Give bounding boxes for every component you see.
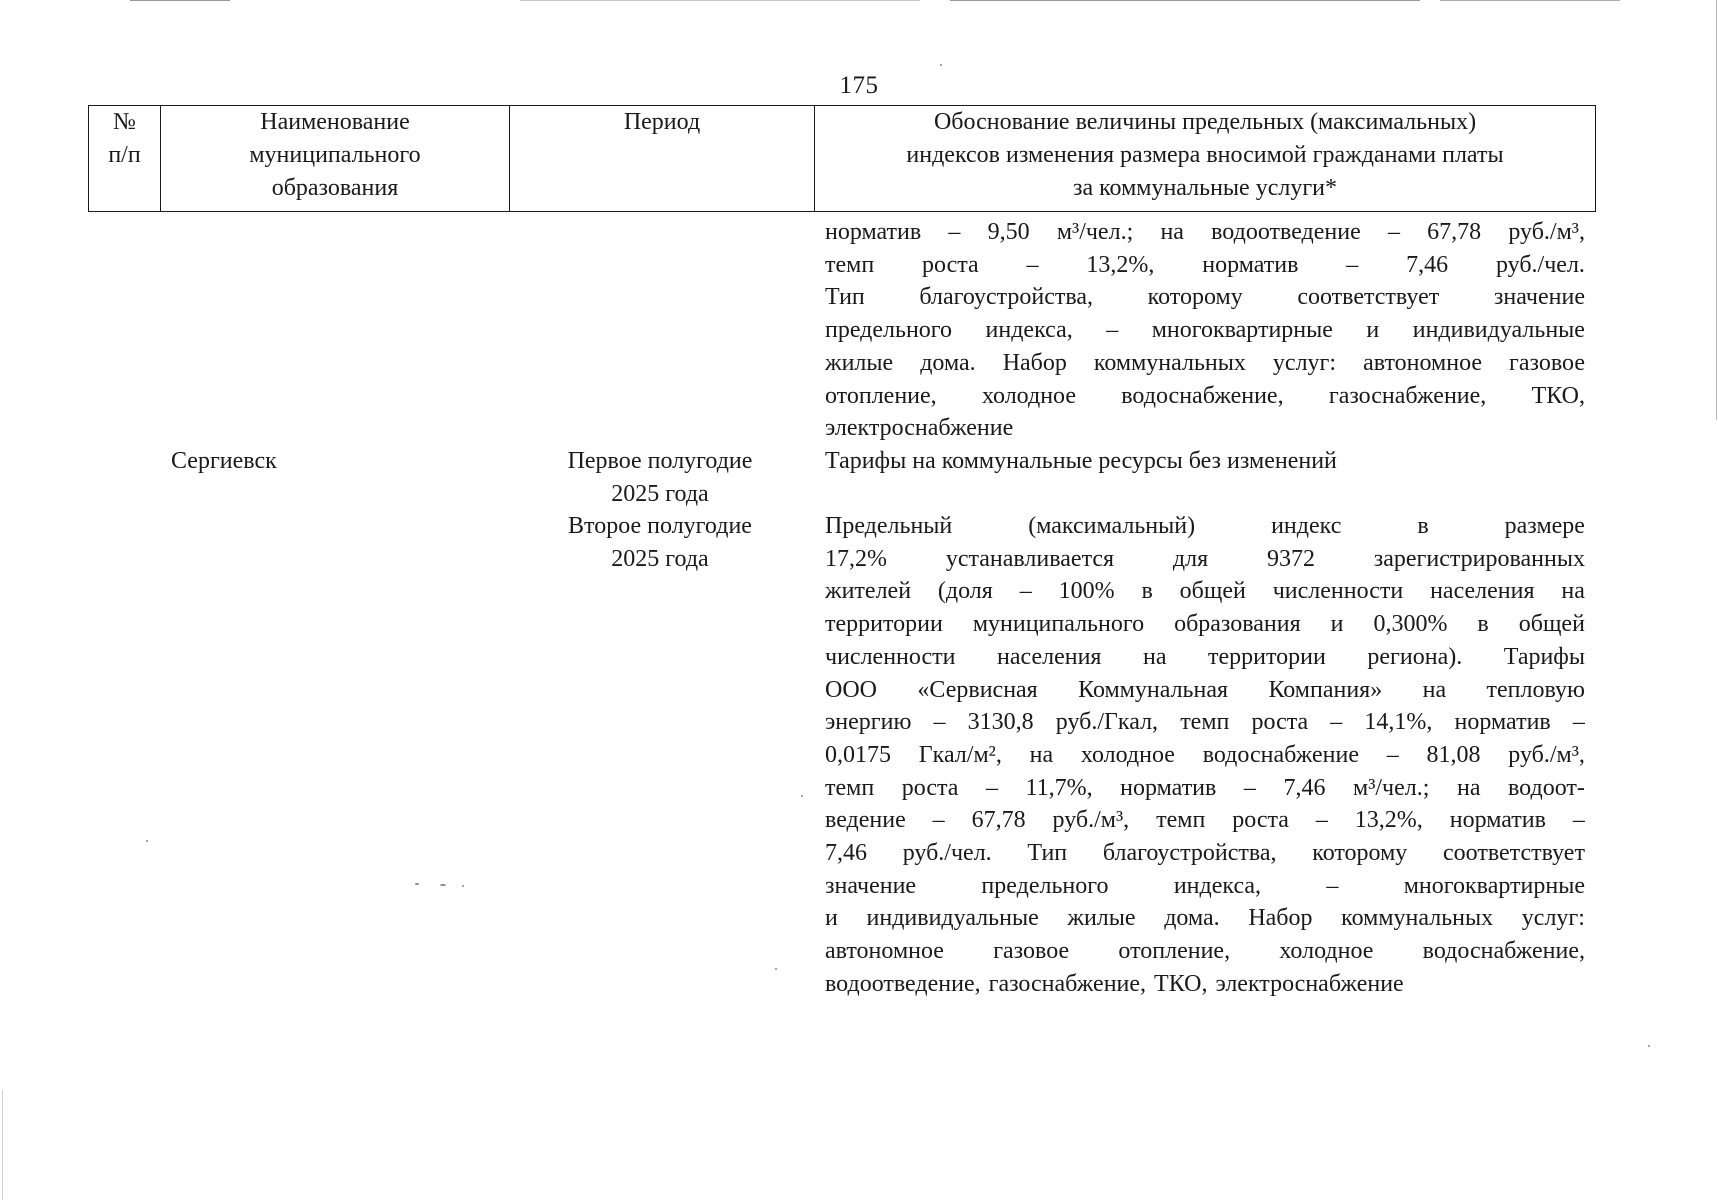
text-word: общей xyxy=(1179,578,1246,605)
scan-line-top-mid xyxy=(520,0,920,1)
text-word: норматив xyxy=(825,219,922,245)
text-word: на xyxy=(1561,578,1585,605)
text-word: многоквартирные xyxy=(1151,317,1333,344)
text-word: водоснабжение, xyxy=(1422,938,1585,965)
header-col-period-line: Период xyxy=(623,109,701,135)
text-word: – xyxy=(1330,709,1343,736)
text-word: 13,2%, xyxy=(1086,251,1155,278)
text-line xyxy=(825,412,1585,445)
scan-speck xyxy=(801,795,803,797)
scan-line-top-far xyxy=(1440,0,1620,1)
text-word: темп xyxy=(825,251,875,278)
text-word: темп xyxy=(1156,807,1206,834)
text-word: услуг: xyxy=(1272,349,1337,376)
header-col-municipality-line: образования xyxy=(271,175,399,201)
header-col-justification xyxy=(815,106,1595,211)
text-line xyxy=(825,510,1585,543)
text-word: и xyxy=(1330,611,1344,638)
text-word: 100% xyxy=(1058,578,1115,605)
header-col-number xyxy=(89,106,161,211)
table-header xyxy=(88,105,1596,212)
text-word: отопление, xyxy=(825,382,937,409)
text-word: Тип xyxy=(1027,840,1068,867)
text-line xyxy=(825,968,1585,1001)
scan-speck xyxy=(940,64,942,66)
text-word: территории xyxy=(825,611,943,638)
text-word: – xyxy=(1387,219,1400,245)
text-line xyxy=(825,674,1585,707)
text-word: газовое xyxy=(1509,349,1585,376)
text-word: – xyxy=(1326,872,1339,899)
text-word: водоснабжение, xyxy=(1121,382,1284,409)
text-word: в xyxy=(1477,611,1489,638)
text-line xyxy=(825,837,1585,870)
text-word: м³/чел.; xyxy=(1353,774,1430,801)
text-word: газоснабжение, xyxy=(1328,382,1487,409)
text-word: электроснабжение xyxy=(825,415,1014,442)
scan-speck xyxy=(146,840,148,842)
text-word: жилые xyxy=(825,349,894,376)
text-word: общей xyxy=(1518,611,1585,638)
text-word: благоустройства, xyxy=(919,284,1094,311)
text-word: предельного xyxy=(825,317,953,344)
text-word: 11,7%, xyxy=(1025,774,1093,801)
text-word: услуг: xyxy=(1521,905,1585,932)
text-word: руб./м³, xyxy=(1052,807,1130,834)
text-word: Предельный xyxy=(825,513,953,539)
text-word: для xyxy=(1172,545,1209,572)
text-word: руб./чел. xyxy=(1495,251,1585,278)
text-line xyxy=(825,902,1585,935)
text-word: Тип xyxy=(825,284,865,311)
text-word: норматив xyxy=(1202,251,1299,278)
text-word: на xyxy=(1160,219,1184,245)
text-word: 17,2% xyxy=(825,545,887,572)
text-line xyxy=(825,608,1585,641)
text-word: муниципального xyxy=(972,611,1145,638)
municipality-name: Сергиевск xyxy=(171,448,277,474)
text-word: предельного xyxy=(981,872,1109,899)
text-word: – xyxy=(948,219,961,245)
text-word: на xyxy=(1456,774,1481,801)
text-word: холодное xyxy=(981,382,1076,409)
text-word: 67,78 xyxy=(971,807,1026,834)
scan-speck xyxy=(775,968,777,970)
header-col-number-line: п/п xyxy=(108,142,141,168)
text-line xyxy=(825,281,1585,314)
text-word: руб./чел. xyxy=(902,840,992,867)
text-line xyxy=(825,739,1585,772)
text-word: ТКО, xyxy=(1531,382,1585,409)
header-col-municipality xyxy=(161,106,510,211)
text-word: 9372 xyxy=(1266,545,1315,572)
period-first-half-justification: Тарифы на коммунальные ресурсы без изменений xyxy=(825,448,1337,474)
text-word: Тарифы xyxy=(1503,643,1585,670)
text-word: руб./м³, xyxy=(1508,741,1585,768)
header-col-justification-line: за коммунальные услуги* xyxy=(1072,175,1338,201)
text-word: – xyxy=(1386,741,1399,768)
text-word: – xyxy=(985,774,998,801)
text-word: соответствует xyxy=(1443,840,1585,867)
text-word: населения xyxy=(997,643,1102,670)
text-word: региона). xyxy=(1367,643,1463,670)
text-word: энергию xyxy=(825,709,912,736)
header-col-justification-line: Обоснование величины предельных (максимальных) xyxy=(933,109,1477,135)
period-first-half-line: Первое полугодие xyxy=(567,448,753,474)
text-word: – xyxy=(1315,807,1328,834)
text-word: которому xyxy=(1312,840,1408,867)
text-line xyxy=(825,772,1585,805)
text-word: водоот- xyxy=(1508,774,1585,801)
text-word: ведение xyxy=(825,807,906,834)
scan-line-top-left xyxy=(130,0,230,1)
text-line xyxy=(825,543,1585,576)
text-word: 67,78 xyxy=(1427,219,1482,245)
text-word: Компания» xyxy=(1268,676,1383,703)
text-word: на xyxy=(1029,741,1054,768)
text-word: 7,46 xyxy=(1406,251,1449,278)
text-word: 3130,8 xyxy=(967,709,1034,736)
text-word: коммунальных xyxy=(1341,905,1494,932)
text-word: газовое xyxy=(993,938,1070,965)
text-word: (доля xyxy=(937,578,993,605)
text-word: на xyxy=(1142,643,1167,670)
text-word: норматив xyxy=(1454,709,1551,736)
text-word: норматив xyxy=(1120,774,1217,801)
header-col-municipality-line: Наименование xyxy=(260,109,410,135)
text-word: норматив xyxy=(1449,807,1546,834)
text-word: водоотведение, xyxy=(825,970,981,997)
text-word: – xyxy=(932,807,945,834)
text-word: дома. xyxy=(1164,905,1220,932)
text-word: зарегистрированных xyxy=(1373,545,1585,572)
text-word: 0,300% xyxy=(1373,611,1448,638)
text-word: индивидуальные xyxy=(1412,317,1585,344)
text-line xyxy=(825,641,1585,674)
text-word: которому xyxy=(1147,284,1243,311)
text-word: численности xyxy=(1272,578,1404,605)
text-word: м³/чел.; xyxy=(1056,219,1134,245)
text-word: «Сервисная xyxy=(917,676,1038,703)
text-word: соответствует xyxy=(1297,284,1440,311)
text-word: автономное xyxy=(825,938,944,965)
text-word: образования xyxy=(1174,611,1301,638)
text-word: холодное xyxy=(1279,938,1374,965)
text-line xyxy=(825,575,1585,608)
period-first-half xyxy=(530,445,790,510)
scan-line-top-right xyxy=(950,0,1420,1)
text-word: благоустройства, xyxy=(1102,840,1277,867)
text-word: автономное xyxy=(1363,349,1483,376)
text-line xyxy=(825,249,1585,282)
period-second-half-line: 2025 года xyxy=(611,545,709,572)
text-word: индекса, xyxy=(1173,872,1262,899)
text-word: дома. xyxy=(920,349,976,376)
text-word: газоснабжение, xyxy=(988,970,1147,997)
scan-speck xyxy=(440,884,446,886)
text-word: 81,08 xyxy=(1426,741,1481,768)
scan-edge-right xyxy=(1716,0,1717,420)
text-word: размере xyxy=(1504,513,1585,539)
text-word: значение xyxy=(825,872,917,899)
text-word: водоотведение xyxy=(1211,219,1361,245)
text-word: коммунальных xyxy=(1093,349,1246,376)
text-word: устанавливается xyxy=(945,545,1115,572)
page-number: 175 xyxy=(839,72,879,99)
header-col-municipality-line: муниципального xyxy=(249,142,421,168)
text-line xyxy=(825,706,1585,739)
scan-edge-left xyxy=(2,1090,3,1200)
text-word: – xyxy=(1572,807,1585,834)
text-word: жилые xyxy=(1067,905,1136,932)
text-word: роста xyxy=(901,774,959,801)
text-word: – xyxy=(1106,317,1119,344)
text-line xyxy=(825,804,1585,837)
text-word: руб./Гкал, xyxy=(1055,709,1159,736)
text-word: – xyxy=(1243,774,1256,801)
text-word: тепловую xyxy=(1486,676,1585,703)
text-word: – xyxy=(1346,251,1359,278)
period-first-half-line: 2025 года xyxy=(611,480,709,507)
header-col-number-line: № xyxy=(113,109,136,135)
text-word: роста xyxy=(1232,807,1289,834)
text-line xyxy=(825,935,1585,968)
text-word: и xyxy=(825,905,838,932)
text-word: ТКО, xyxy=(1154,970,1208,997)
text-word: многоквартирные xyxy=(1403,872,1585,899)
header-col-justification-line: индексов изменения размера вносимой гражданами платы xyxy=(906,142,1504,168)
period-second-half xyxy=(530,510,790,575)
text-word: Коммунальная xyxy=(1078,676,1229,703)
continuation-paragraph xyxy=(825,216,1585,445)
text-word: ООО xyxy=(825,676,877,703)
text-line xyxy=(825,380,1585,413)
text-word: 7,46 xyxy=(825,840,867,867)
scan-speck xyxy=(462,885,464,887)
period-second-half-justification xyxy=(825,510,1585,1001)
text-word: значение xyxy=(1493,284,1585,311)
text-word: роста xyxy=(1251,709,1309,736)
text-word: в xyxy=(1141,578,1153,605)
text-word: Набор xyxy=(1002,349,1067,376)
text-word: 0,0175 xyxy=(825,741,891,768)
text-word: – xyxy=(1026,251,1039,278)
text-word: индекс xyxy=(1271,513,1342,539)
text-word: 13,2%, xyxy=(1354,807,1423,834)
text-word: Набор xyxy=(1248,905,1313,932)
text-word: темп xyxy=(825,774,875,801)
text-word: холодное xyxy=(1080,741,1175,768)
text-word: в xyxy=(1417,513,1429,539)
text-line xyxy=(825,314,1585,347)
text-word: темп xyxy=(1180,709,1230,736)
text-word: жителей xyxy=(825,578,912,605)
text-word: отопление, xyxy=(1118,938,1231,965)
text-word: 14,1%, xyxy=(1364,709,1433,736)
text-word: – xyxy=(933,709,946,736)
text-word: индивидуальные xyxy=(866,905,1039,932)
text-line xyxy=(825,870,1585,903)
text-word: электроснабжение xyxy=(1215,970,1404,997)
text-word: Гкал/м², xyxy=(918,741,1002,768)
text-word: численности xyxy=(825,643,956,670)
text-word: 9,50 xyxy=(987,219,1030,245)
text-line xyxy=(825,216,1585,249)
text-word: и xyxy=(1366,317,1380,344)
text-word: руб./м³, xyxy=(1508,219,1585,245)
text-word: 7,46 xyxy=(1283,774,1326,801)
text-word: (максимальный) xyxy=(1028,513,1196,539)
text-word: населения xyxy=(1430,578,1535,605)
text-word: – xyxy=(1019,578,1032,605)
scan-speck xyxy=(415,883,419,885)
scan-speck xyxy=(1648,1045,1650,1047)
text-line xyxy=(825,347,1585,380)
header-col-period xyxy=(510,106,815,211)
text-word: индекса, xyxy=(985,317,1073,344)
text-word: роста xyxy=(922,251,979,278)
text-word: территории xyxy=(1208,643,1326,670)
period-second-half-line: Второе полугодие xyxy=(568,513,752,539)
text-word: – xyxy=(1572,709,1585,736)
text-word: на xyxy=(1422,676,1447,703)
text-word: водоснабжение xyxy=(1202,741,1359,768)
